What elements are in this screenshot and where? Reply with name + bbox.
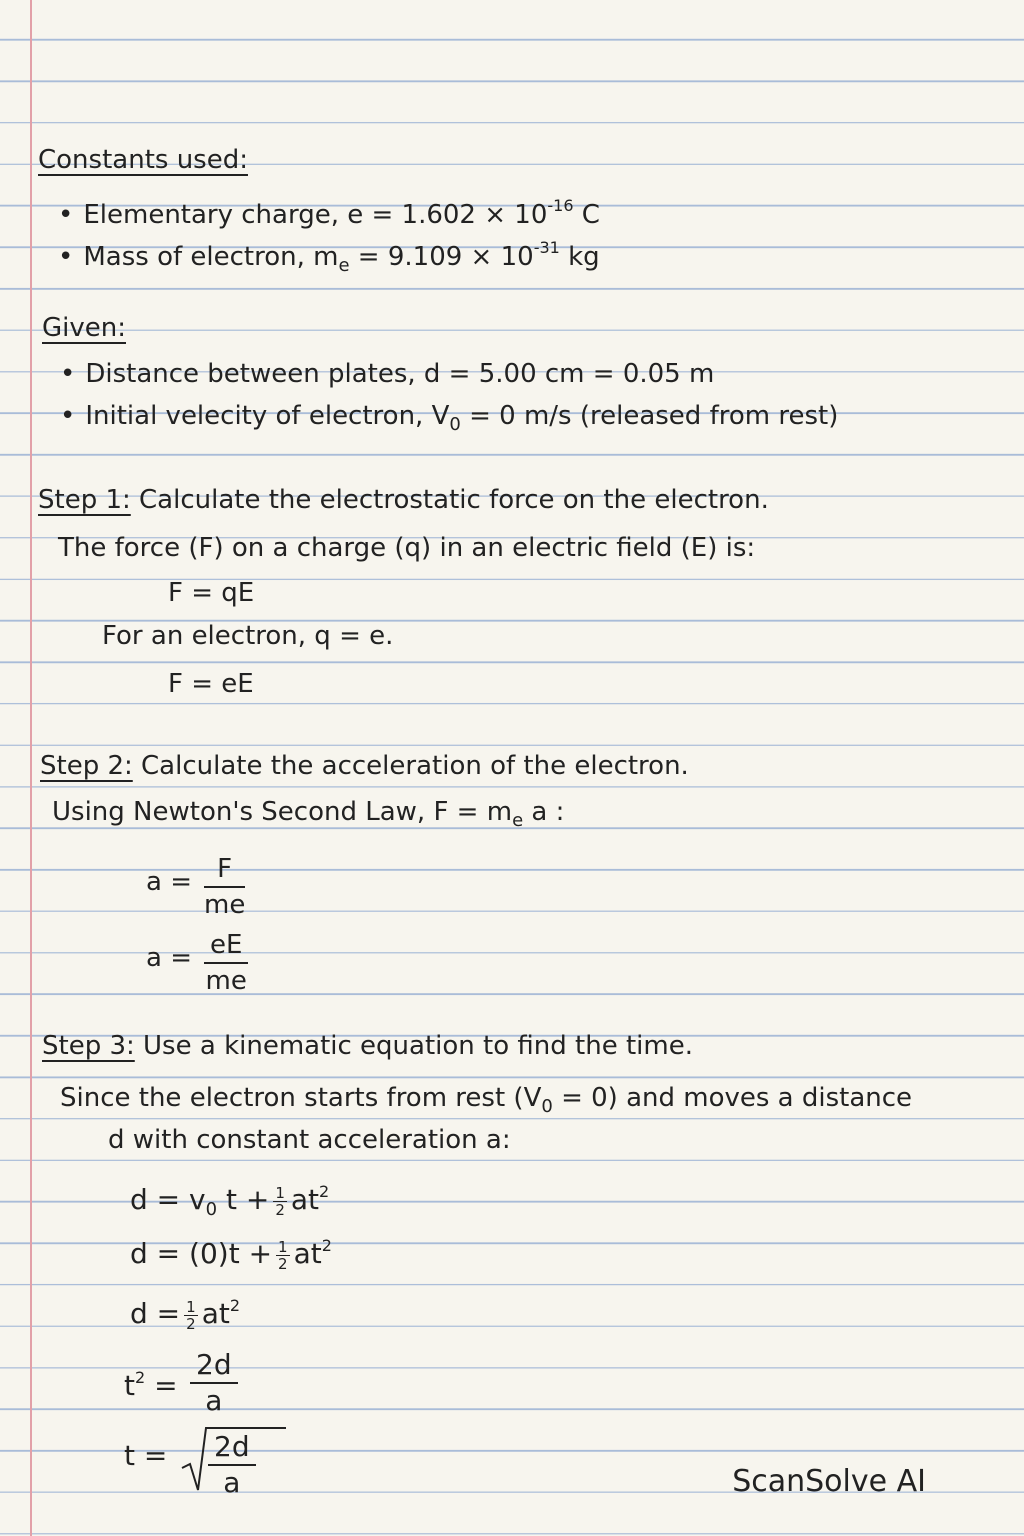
step3-heading: Step 3: Use a kinematic equation to find the time.: [42, 1031, 693, 1061]
step2-fraction-2: [204, 930, 248, 996]
fraction-denominator: me: [204, 890, 246, 920]
step1-line2: For an electron, q = e.: [102, 621, 394, 651]
step2-a-eq-2: a =: [146, 943, 192, 973]
constant-mass: • Mass of electron, $m_e = 9.109 \times 10^{-31}$ kg: [58, 232, 600, 282]
step2-fraction-1: [204, 854, 245, 920]
step1-eq2: F = eE: [168, 669, 254, 699]
step3-fraction-2d-a: [190, 1350, 238, 1416]
fraction-denominator: me: [205, 966, 247, 996]
constant-charge: • Elementary charge, $e = 1.602 \times 10^{-16}$ C: [58, 190, 600, 231]
half-fraction: $\frac{1}{2}$: [275, 1183, 285, 1219]
step3-eq4-lhs: $t^2$ =: [124, 1368, 178, 1402]
fraction-numerator: 2d: [190, 1350, 238, 1384]
step2-line1: Using Newton's Second Law, $F = m_e$ a :: [52, 797, 565, 831]
step1-line1: The force (F) on a charge (q) in an electric field (E) is:: [58, 533, 756, 563]
given-velocity: • Initial velecity of electron, $V_0 = 0$ m/s (released from rest): [60, 400, 838, 441]
fraction-numerator: F: [204, 854, 245, 888]
step3-eq2: d = (0)t + $\frac{1}{2}$ $at^2$: [130, 1236, 332, 1273]
given-heading: Given:: [42, 313, 126, 343]
half-fraction: $\frac{1}{2}$: [186, 1297, 196, 1333]
step3-line1: Since the electron starts from rest $(V_0 = 0)$ and moves a distance: [60, 1083, 913, 1117]
step2-heading: Step 2: Calculate the acceleration of the electron.: [40, 751, 689, 781]
constants-heading: Constants used:: [38, 145, 248, 175]
fraction-numerator: 2d: [208, 1432, 256, 1466]
step3-eq3: d = $\frac{1}{2}$ $at^2$: [130, 1296, 241, 1333]
fraction-denominator: a: [223, 1466, 241, 1499]
step3-fraction-under-root: [208, 1432, 256, 1498]
scansolve-watermark: ScanSolve AI: [732, 1464, 926, 1499]
notebook-margin-line: [30, 0, 32, 1536]
step1-heading: Step 1: Calculate the electrostatic force on the electron.: [38, 485, 769, 515]
step3-line2: d with constant acceleration a:: [108, 1125, 511, 1155]
step3-eq5-lhs: t =: [124, 1439, 168, 1472]
fraction-numerator: eE: [204, 930, 248, 964]
step2-a-eq-1: a =: [146, 867, 192, 897]
given-distance: • Distance between plates, d = 5.00 cm = 0.05 m: [60, 358, 714, 390]
step3-eq1: $d = v_0$ t + $\frac{1}{2}$ $at^2$: [130, 1182, 330, 1220]
half-fraction: $\frac{1}{2}$: [278, 1237, 288, 1273]
fraction-denominator: a: [205, 1384, 223, 1417]
step1-eq1: F = qE: [168, 578, 255, 608]
